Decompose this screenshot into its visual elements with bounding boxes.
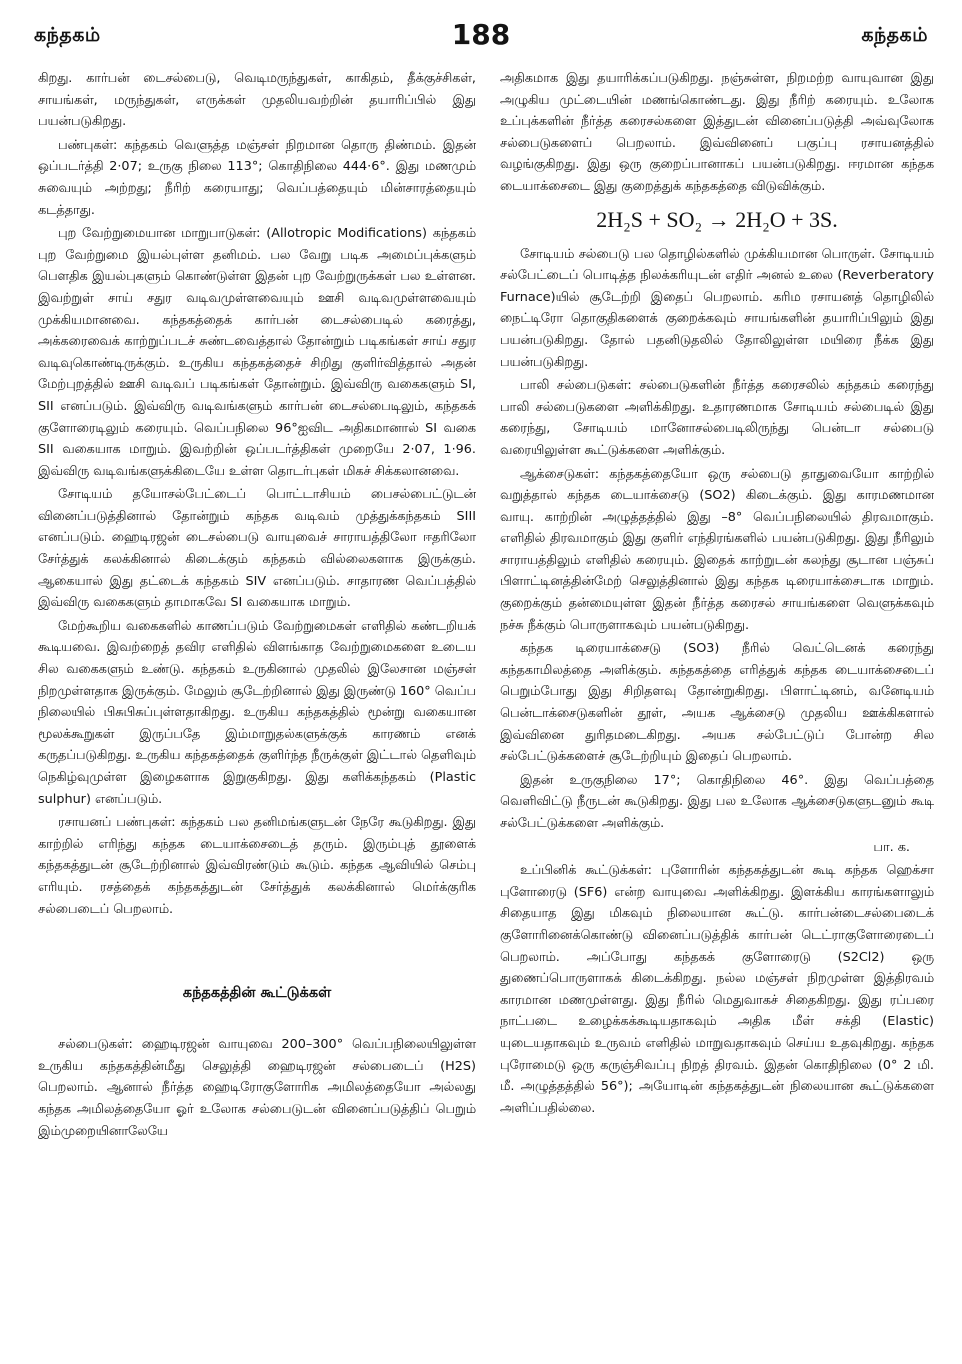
running-head-left: கந்தகம் — [34, 24, 101, 46]
paragraph-plastic-sulphur: மேற்கூறிய வகைகளில் காணப்படும் வேற்றுமைகள் எளிதில் கண்டறியக் கூடியவை. இவற்றைத் தவிர எளிதில் விளங்காத வேற்றுமைகளை உடைய சில வகைகளும் உண்டு. கந்தகம் உருகினால் முதலில் இலேசான மஞ்சள் நிறமுள்ளதாக இருக்கும். மேலும் சூடேற்றினால் இது இருண்டு 160° வெப்ப நிலையில் பிசுபிசுப்புள்ளதாகிறது. உருகிய கந்தகத்தில் மூன்று வகையான மூலக்கூறுகள் இருப்பதே இம்மாறுதல்களுக்குக் காரணம் எனக் கருதப்படுகிறது. உருகிய கந்தகத்தைக் குளிர்ந்த நீருக்குள் இட்டால் தெளிவும் நெகிழ்வுமுள்ள இழைகளாக இறுகுகிறது. இது களிக்கந்தகம் (Plastic sulphur) எனப்படும். — [38, 618, 476, 807]
paragraph-sulphides: சல்பைடுகள்: ஹைடிரஜன் வாயுவை 200–300° வெப்பநிலையிலுள்ள உருகிய கந்தகத்தின்மீது செலுத்தி ஹைடிரஜன் சல்பைடைப் (H2S) பெறலாம். ஆனால் நீர்த்த ஹைடிரோகுளோரிக அமிலத்தையோ அல்லது கந்தக அமிலத்தையோ ஓர் உலோக சல்பைடுடன் வினைப்படுத்திப் பெறும் இம்முறையினாலேயே — [38, 1037, 476, 1139]
paragraph-properties: பண்புகள்: கந்தகம் வெளுத்த மஞ்சள் நிறமான தொரு திண்மம். இதன் ஒப்படர்த்தி 2·07; உருகு நிலை 113°; கொதிநிலை 444·6°. இது மணமும் சுவையும் அற்றது; நீரிற் கரையாது; வெப்பத்தையும் மின்சாரத்தையும் கடத்தாது. — [38, 137, 476, 218]
paragraph-oxides: ஆக்சைடுகள்: கந்தகத்தையோ ஒரு சல்பைடு தாதுவையோ காற்றில் வறுத்தால் கந்தக டையாக்சைடு (SO2) கிடைக்கும். இது காரமணமான வாயு. காற்றின் அழுத்தத்தில் இது –8° வெப்பநிலையில் திரவமாகும். எளிதில் திரவமாகும் இது குளிர் எந்திரங்களில் பயன்படுகிறது. இது நீரிலும் சாராயத்திலும் எளிதில் கரையும். இதைக் காற்றுடன் கலந்து சூடான பஞ்சுப் பிளாட்டினத்தின்மேற் செலுத்தினால் இது கந்தக டிரையாக்சைடாக மாறும். குறைக்கும் தன்மையுள்ள இதன் நீர்த்த கரைசல் சாயங்களை வெளுக்கவும் நச்சு நீக்கும் பொருளாகவும் பயன்படுகிறது. — [500, 466, 934, 633]
page-number: 188 — [451, 18, 511, 51]
chemical-equation: 2H₂S + SO₂ → 2H₂O + 3S. — [596, 206, 838, 232]
author-initials: பா. க. — [873, 839, 910, 855]
paragraph-uses-continued: கிறது. கார்பன் டைசல்பைடு, வெடிமருந்துகள், காகிதம், தீக்குச்சிகள், சாயங்கள், மருந்துகள், எருக்கள் முதலியவற்றின் தயாரிப்பில் இது பயன்படுகிறது. — [38, 71, 476, 130]
paragraph-sodium-sulphide: சோடியம் சல்பைடு பல தொழில்களில் முக்கியமான பொருள். சோடியம் சல்பேட்டைப் பொடித்த நிலக்கரியுடன் எதிர் அனல் உலை (Reverberatory Furnace)யில் சூடேற்றி இதைப் பெறலாம். கரிம ரசாயனத் தொழிலில் நைட்டிரோ தொகுதிகளைக் குறைக்கவும் சாயங்களின் தயாரிப்பிலும் இது பயன்படுகிறது. தோல் பதனிடுதலில் தோலிலுள்ள மயிரை நீக்க இது பயன்படுகிறது. — [500, 246, 934, 370]
left-column — [38, 68, 476, 1358]
paragraph-trioxide-properties: இதன் உருகுநிலை 17°; கொதிநிலை 46°. இது வெப்பத்தை வெளிவிட்டு நீருடன் கூடுகிறது. இது பல உலோக ஆக்சைடுகளுடனும் கூடி சல்பேட்டுக்களை அளிக்கும். — [500, 772, 934, 831]
paragraph-chemical-properties: ரசாயனப் பண்புகள்: கந்தகம் பல தனிமங்களுடன் நேரே கூடுகிறது. இது காற்றில் எரிந்து கந்தக டையாக்சைடைத் தரும். இரும்புத் தூளைக் கந்தகத்துடன் சூடேற்றினால் இவ்விரண்டும் கூடும். கந்தக ஆவியில் செம்பு எரியும். ரசத்தைக் கந்தகத்துடன் சேர்த்துக் கலக்கினால் மெர்க்குரிக சல்பைடைப் பெறலாம். — [38, 815, 476, 917]
paragraph-halogen-compounds: உப்பினிக் கூட்டுக்கள்: புளோரின் கந்தகத்துடன் கூடி கந்தக ஹெக்சா புளோரைடு (SF6) என்ற வாயுவை அளிக்கிறது. இளக்கிய காரங்களாலும் சிதையாத இது மிகவும் நிலையான கூட்டு. கார்பன்டைசல்பைடைக் குளோரினைக்கொண்டு வினைப்படுத்திக் கார்பன் டெட்ராகுளோரைடைப் பெறலாம். அப்போது கந்தகக் குளோரைடு (S2Cl2) ஒரு துணைப்பொருளாகக் கிடைக்கிறது. நல்ல மஞ்சள் நிறமுள்ள இத்திரவம் காரமான மணமுள்ளது. இது நீரில் மெதுவாகச் சிதைகிறது. இது ரப்பரை நாட்படை உழைக்கக்கூடியதாகவும் அதிக மீள் சக்தி (Elastic) யுடையதாகவும் உருவம் எளிதில் மாறுவதாகவும் செய்ய உதவுகிறது. கந்தக புரோமைடு ஒரு கருஞ்சிவப்பு நிறத் திரவம். இதன் கொதிநிலை (0° 2 மி. மீ. அழுத்தத்தில் 56°); அயோடின் கந்தகத்துடன் நிலையான கூட்டுக்களை அளிப்பதில்லை. — [500, 863, 934, 1116]
section-heading-compounds: கந்தகத்தின் கூட்டுக்கள் — [182, 985, 332, 1002]
right-column — [500, 68, 934, 1358]
paragraph-polysulphides: பாலி சல்பைடுகள்: சல்பைடுகளின் நீர்த்த கரைசலில் கந்தகம் கரைந்து பாலி சல்பைடுகளை அளிக்கிறது. உதாரணமாக சோடியம் சல்பைடில் இது கரைந்து, சோடியம் மானோசல்பைடிலிருந்து பென்டா சல்பைடு வரையிலுள்ள கூட்டுக்களை அளிக்கும். — [500, 378, 934, 458]
paragraph-allotropic-modifications: புற வேற்றுமையான மாறுபாடுகள்: (Allotropic Modifications) கந்தகம் புற வேற்றுமை இயல்புள்ள தனிமம். பல வேறு படிக அமைப்புக்களும் பௌதிக இயல்புகளும் கொண்டுள்ள இதன் புற வேற்றுருக்கள் பல உள்ளன. இவற்றுள் சாய் சதுர வடிவமுள்ளவையும் ஊசி வடிவமுள்ளவையும் முக்கியமானவை. கந்தகத்தைக் கார்பன் டைசல்பைடில் கரைத்து, அக்கரைவைக் காற்றுப்படச் சுண்டவைத்தால் தோன்றும் படிகங்கள் சாய் சதுர வடிவுகொண்டிருக்கும். உருகிய கந்தகத்தைச் சிறிது குளிர்வித்தால் அதன் மேற்புறத்தில் ஊசி வடிவப் படிகங்கள் தோன்றும். இவ்விரு வகைகளும் SI, SII எனப்படும். இவ்விரு வடிவங்களும் கார்பன் டைசல்பைடிலும், கந்தகக் குளோரைடிலும் கரையும். வெப்பநிலை 96°ஐவிட அதிகமானால் SI வகை SII வகையாக மாறும். இவற்றின் ஒப்படர்த்திகள் முறையே 2·07, 1·96. இவ்விரு வடிவங்களுக்கிடையே உள்ள தொடர்புகள் மிகச் சிக்கலானவை. — [38, 226, 476, 479]
paragraph-hydrogen-sulphide-continued: அதிகமாக இது தயாரிக்கப்படுகிறது. நஞ்சுள்ள, நிறமற்ற வாயுவான இது அழுகிய முட்டையின் மணங்கொண்டது. இது நீரிற் கரையும். உலோக உப்புக்களின் நீர்த்த கரைசல்களை இத்துடன் வினைப்படுத்தி அவ்வுலோக சல்பைடுகளைப் பெறலாம். இவ்வினைப் பகுப்பு ரசாயனத்தில் வழங்குகிறது. இது ஒரு குறைப்பானாகப் பயன்படுகிறது. ஈரமான கந்தக டையாக்சைடை இது குறைத்துக் கந்தகத்தை விடுவிக்கும். — [500, 71, 934, 194]
paragraph-sulphur-trioxide: கந்தக டிரையாக்சைடு (SO3) நீரில் வெட்டெனக் கரைந்து கந்தகாமிலத்தை அளிக்கும். கந்தகத்தை எரித்துக் கந்தக டையாக்சைடைப் பெறும்போது இது சிறிதளவு தோன்றுகிறது. பிளாட்டினம், வனேடியம் பென்டாக்சைடுகளின் தூள், அயக ஆக்சைடு முதலிய ஊக்கிகளால் இவ்வினை துரிதமடைகிறது. அயக சல்பேட்டுப் போன்ற சில சல்பேட்டுக்களைச் சூடேற்றியும் இதைப் பெறலாம். — [500, 641, 934, 765]
running-head-right: கந்தகம் — [861, 24, 928, 46]
paragraph-mother-of-pearl-sulphur: சோடியம் தயோசல்பேட்டைப் பொட்டாசியம் பைசல்பைட்டுடன் வினைப்படுத்தினால் தோன்றும் கந்தக வடிவம் முத்துக்கந்தகம் SIII எனப்படும். ஹைடிரஜன் டைசல்பைடு வாயுவைச் சாராயத்திலோ ஈதரிலோ சேர்த்துக் கலக்கினால் கிடைக்கும் கந்தகம் வில்லைகளாக இருக்கும். ஆகையால் இது தட்டைக் கந்தகம் SIV எனப்படும். சாதாரண வெப்பத்தில் இவ்விரு வகைகளும் தாமாகவே SI வகையாக மாறும். — [38, 487, 476, 611]
page-header — [34, 18, 928, 58]
